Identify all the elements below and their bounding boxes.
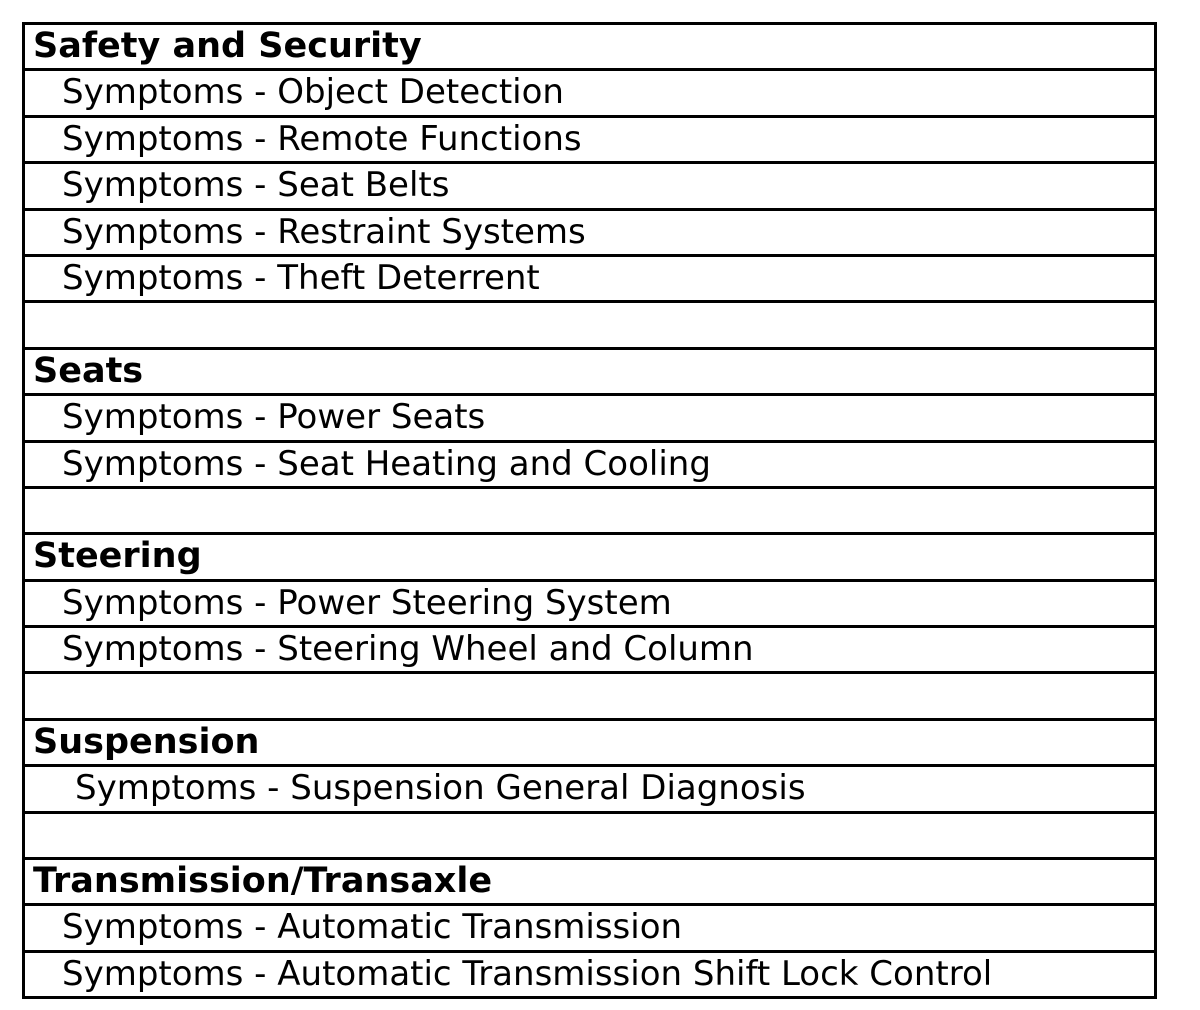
section-header-seats: Seats: [25, 350, 1154, 396]
list-item[interactable]: Symptoms - Power Steering System: [25, 582, 1154, 628]
spacer-row: [25, 674, 1154, 720]
list-item[interactable]: Symptoms - Restraint Systems: [25, 211, 1154, 257]
list-item[interactable]: Symptoms - Seat Belts: [25, 164, 1154, 210]
spacer-row: [25, 303, 1154, 349]
list-item[interactable]: Symptoms - Steering Wheel and Column: [25, 628, 1154, 674]
list-item[interactable]: Symptoms - Suspension General Diagnosis: [25, 767, 1154, 813]
list-item[interactable]: Symptoms - Remote Functions: [25, 118, 1154, 164]
list-item[interactable]: Symptoms - Theft Deterrent: [25, 257, 1154, 303]
section-header-safety-and-security: Safety and Security: [25, 25, 1154, 71]
list-item[interactable]: Symptoms - Seat Heating and Cooling: [25, 443, 1154, 489]
section-header-suspension: Suspension: [25, 721, 1154, 767]
spacer-row: [25, 814, 1154, 860]
section-header-steering: Steering: [25, 535, 1154, 581]
symptoms-table: [22, 22, 1157, 999]
spacer-row: [25, 489, 1154, 535]
list-item[interactable]: Symptoms - Automatic Transmission: [25, 906, 1154, 952]
list-item[interactable]: Symptoms - Automatic Transmission Shift Lock Control: [25, 953, 1154, 999]
list-item[interactable]: Symptoms - Power Seats: [25, 396, 1154, 442]
list-item[interactable]: Symptoms - Object Detection: [25, 71, 1154, 117]
section-header-transmission-transaxle: Transmission/Transaxle: [25, 860, 1154, 906]
